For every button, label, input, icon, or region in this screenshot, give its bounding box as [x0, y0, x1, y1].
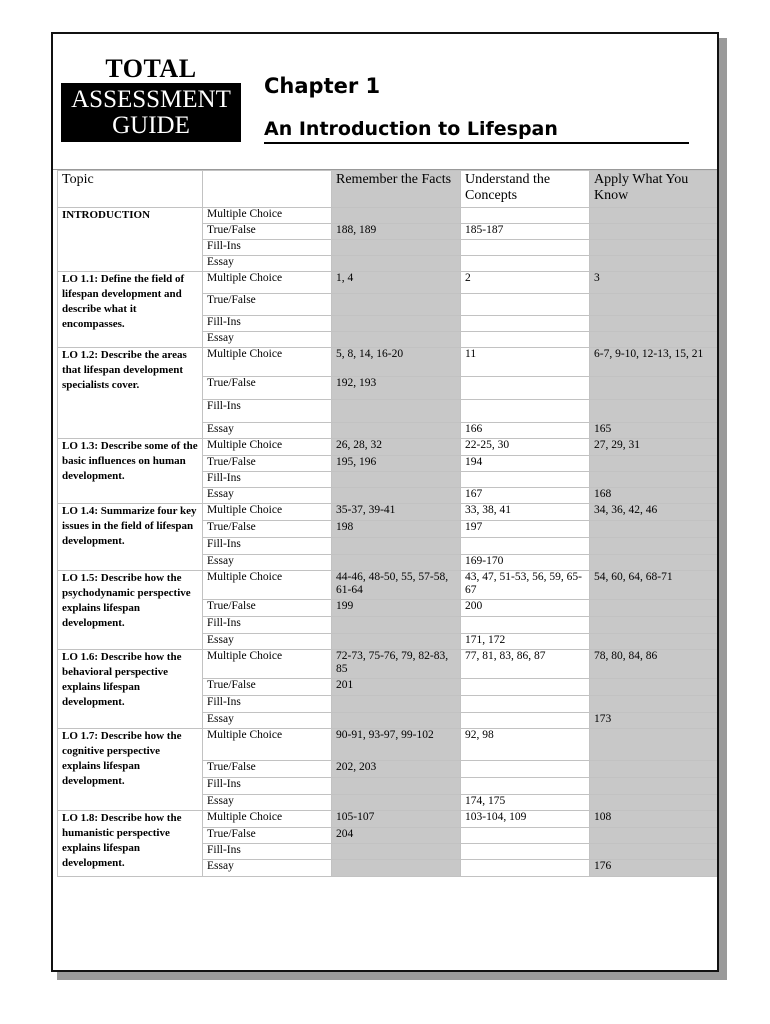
apply-cell: 34, 36, 42, 46	[590, 504, 718, 521]
table-row	[58, 439, 718, 456]
apply-cell	[590, 224, 718, 240]
question-type-cell: Multiple Choice	[203, 208, 332, 224]
apply-cell: 3	[590, 272, 718, 294]
question-type-cell: Essay	[203, 713, 332, 729]
remember-cell: 199	[332, 600, 461, 617]
question-type-cell: True/False	[203, 679, 332, 696]
understand-cell	[461, 679, 590, 696]
understand-cell	[461, 377, 590, 400]
remember-cell: 204	[332, 828, 461, 844]
understand-cell	[461, 844, 590, 860]
understand-cell	[461, 538, 590, 555]
remember-cell	[332, 240, 461, 256]
topic-cell: LO 1.5: Describe how the psychodynamic perspective explains lifespan development.	[58, 571, 203, 650]
understand-cell: 167	[461, 488, 590, 504]
apply-cell	[590, 600, 718, 617]
question-type-cell: True/False	[203, 294, 332, 316]
question-type-cell: Fill-Ins	[203, 240, 332, 256]
remember-cell: 201	[332, 679, 461, 696]
question-type-cell: Essay	[203, 555, 332, 571]
question-type-cell: Multiple Choice	[203, 348, 332, 377]
question-type-cell: Multiple Choice	[203, 571, 332, 600]
total-assessment-guide-logo	[61, 54, 241, 142]
apply-cell	[590, 679, 718, 696]
table-row	[58, 348, 718, 377]
logo-top-text: TOTAL	[105, 54, 197, 83]
understand-cell	[461, 316, 590, 332]
remember-cell: 195, 196	[332, 456, 461, 472]
header-question-type	[203, 171, 332, 208]
topic-cell: LO 1.2: Describe the areas that lifespan development specialists cover.	[58, 348, 203, 439]
understand-cell	[461, 294, 590, 316]
apply-cell: 6-7, 9-10, 12-13, 15, 21	[590, 348, 718, 377]
remember-cell: 5, 8, 14, 16-20	[332, 348, 461, 377]
understand-cell	[461, 696, 590, 713]
topic-cell: LO 1.1: Define the field of lifespan development and describe what it encompasses.	[58, 272, 203, 348]
understand-cell	[461, 208, 590, 224]
apply-cell	[590, 844, 718, 860]
apply-cell	[590, 240, 718, 256]
understand-cell	[461, 860, 590, 877]
question-type-cell: Fill-Ins	[203, 696, 332, 713]
apply-cell	[590, 256, 718, 272]
understand-cell: 33, 38, 41	[461, 504, 590, 521]
apply-cell	[590, 634, 718, 650]
question-type-cell: Fill-Ins	[203, 316, 332, 332]
remember-cell: 72-73, 75-76, 79, 82-83, 85	[332, 650, 461, 679]
apply-cell	[590, 538, 718, 555]
apply-cell	[590, 555, 718, 571]
apply-cell	[590, 456, 718, 472]
remember-cell	[332, 696, 461, 713]
document-page	[51, 32, 719, 972]
understand-cell	[461, 240, 590, 256]
remember-cell	[332, 860, 461, 877]
understand-cell: 185-187	[461, 224, 590, 240]
remember-cell	[332, 472, 461, 488]
apply-cell: 168	[590, 488, 718, 504]
understand-cell: 200	[461, 600, 590, 617]
understand-cell: 194	[461, 456, 590, 472]
topic-cell: LO 1.4: Summarize four key issues in the field of lifespan development.	[58, 504, 203, 571]
understand-cell	[461, 256, 590, 272]
apply-cell: 173	[590, 713, 718, 729]
question-type-cell: Multiple Choice	[203, 811, 332, 828]
question-type-cell: Fill-Ins	[203, 538, 332, 555]
remember-cell: 44-46, 48-50, 55, 57-58, 61-64	[332, 571, 461, 600]
apply-cell: 54, 60, 64, 68-71	[590, 571, 718, 600]
understand-cell	[461, 472, 590, 488]
understand-cell: 43, 47, 51-53, 56, 59, 65-67	[461, 571, 590, 600]
understand-cell: 11	[461, 348, 590, 377]
topic-cell: LO 1.3: Describe some of the basic influences on human development.	[58, 439, 203, 504]
apply-cell	[590, 617, 718, 634]
remember-cell	[332, 844, 461, 860]
question-type-cell: True/False	[203, 761, 332, 778]
table-row	[58, 811, 718, 828]
apply-cell: 176	[590, 860, 718, 877]
table-row	[58, 272, 718, 294]
topic-cell: LO 1.8: Describe how the humanistic perspective explains lifespan development.	[58, 811, 203, 877]
assessment-table	[57, 170, 718, 877]
apply-cell: 108	[590, 811, 718, 828]
table-row	[58, 729, 718, 761]
question-type-cell: Essay	[203, 634, 332, 650]
apply-cell	[590, 332, 718, 348]
apply-cell	[590, 208, 718, 224]
header-topic: Topic	[58, 171, 203, 208]
understand-cell: 166	[461, 423, 590, 439]
apply-cell	[590, 472, 718, 488]
apply-cell: 78, 80, 84, 86	[590, 650, 718, 679]
apply-cell	[590, 761, 718, 778]
understand-cell	[461, 713, 590, 729]
remember-cell: 202, 203	[332, 761, 461, 778]
question-type-cell: Multiple Choice	[203, 272, 332, 294]
understand-cell: 174, 175	[461, 795, 590, 811]
question-type-cell: Fill-Ins	[203, 844, 332, 860]
question-type-cell: True/False	[203, 828, 332, 844]
understand-cell	[461, 828, 590, 844]
understand-cell: 2	[461, 272, 590, 294]
topic-cell: LO 1.7: Describe how the cognitive perspective explains lifespan development.	[58, 729, 203, 811]
understand-cell: 171, 172	[461, 634, 590, 650]
remember-cell	[332, 713, 461, 729]
remember-cell	[332, 208, 461, 224]
remember-cell: 35-37, 39-41	[332, 504, 461, 521]
understand-cell: 197	[461, 521, 590, 538]
remember-cell	[332, 332, 461, 348]
understand-cell	[461, 617, 590, 634]
table-row	[58, 504, 718, 521]
question-type-cell: Fill-Ins	[203, 472, 332, 488]
remember-cell	[332, 423, 461, 439]
apply-cell: 165	[590, 423, 718, 439]
question-type-cell: Fill-Ins	[203, 400, 332, 423]
remember-cell: 1, 4	[332, 272, 461, 294]
remember-cell	[332, 316, 461, 332]
apply-cell	[590, 729, 718, 761]
remember-cell	[332, 795, 461, 811]
remember-cell	[332, 634, 461, 650]
understand-cell	[461, 400, 590, 423]
understand-cell: 92, 98	[461, 729, 590, 761]
remember-cell	[332, 778, 461, 795]
table-header-row	[58, 171, 718, 208]
table-row	[58, 208, 718, 224]
header-apply: Apply What You Know	[590, 171, 718, 208]
apply-cell	[590, 316, 718, 332]
question-type-cell: Multiple Choice	[203, 439, 332, 456]
question-type-cell: Essay	[203, 332, 332, 348]
chapter-subtitle: An Introduction to Lifespan	[264, 118, 558, 140]
topic-cell: INTRODUCTION	[58, 208, 203, 272]
chapter-title: Chapter 1	[264, 74, 381, 98]
apply-cell	[590, 696, 718, 713]
remember-cell: 188, 189	[332, 224, 461, 240]
remember-cell	[332, 538, 461, 555]
question-type-cell: Multiple Choice	[203, 504, 332, 521]
apply-cell	[590, 400, 718, 423]
remember-cell: 192, 193	[332, 377, 461, 400]
question-type-cell: Essay	[203, 795, 332, 811]
understand-cell: 77, 81, 83, 86, 87	[461, 650, 590, 679]
table-row	[58, 571, 718, 600]
question-type-cell: Essay	[203, 423, 332, 439]
question-type-cell: Fill-Ins	[203, 617, 332, 634]
question-type-cell: Essay	[203, 488, 332, 504]
table-body	[58, 208, 718, 877]
remember-cell	[332, 256, 461, 272]
remember-cell: 198	[332, 521, 461, 538]
question-type-cell: True/False	[203, 377, 332, 400]
question-type-cell: Multiple Choice	[203, 650, 332, 679]
question-type-cell: Fill-Ins	[203, 778, 332, 795]
logo-line-1: ASSESSMENT	[71, 86, 231, 113]
remember-cell	[332, 617, 461, 634]
remember-cell	[332, 488, 461, 504]
logo-line-2: GUIDE	[112, 112, 190, 139]
remember-cell: 105-107	[332, 811, 461, 828]
question-type-cell: Multiple Choice	[203, 729, 332, 761]
question-type-cell: True/False	[203, 521, 332, 538]
apply-cell	[590, 377, 718, 400]
apply-cell	[590, 795, 718, 811]
question-type-cell: True/False	[203, 600, 332, 617]
question-type-cell: True/False	[203, 224, 332, 240]
header-understand: Understand the Concepts	[461, 171, 590, 208]
question-type-cell: Essay	[203, 256, 332, 272]
apply-cell	[590, 294, 718, 316]
understand-cell	[461, 778, 590, 795]
table-row	[58, 650, 718, 679]
topic-cell: LO 1.6: Describe how the behavioral perspective explains lifespan development.	[58, 650, 203, 729]
understand-cell: 103-104, 109	[461, 811, 590, 828]
apply-cell: 27, 29, 31	[590, 439, 718, 456]
question-type-cell: Essay	[203, 860, 332, 877]
logo-black-box	[61, 83, 241, 142]
understand-cell	[461, 761, 590, 778]
understand-cell: 169-170	[461, 555, 590, 571]
remember-cell: 26, 28, 32	[332, 439, 461, 456]
understand-cell	[461, 332, 590, 348]
remember-cell	[332, 555, 461, 571]
remember-cell	[332, 294, 461, 316]
remember-cell	[332, 400, 461, 423]
understand-cell: 22-25, 30	[461, 439, 590, 456]
apply-cell	[590, 828, 718, 844]
title-underline	[264, 142, 689, 144]
apply-cell	[590, 521, 718, 538]
header-remember: Remember the Facts	[332, 171, 461, 208]
apply-cell	[590, 778, 718, 795]
question-type-cell: True/False	[203, 456, 332, 472]
remember-cell: 90-91, 93-97, 99-102	[332, 729, 461, 761]
